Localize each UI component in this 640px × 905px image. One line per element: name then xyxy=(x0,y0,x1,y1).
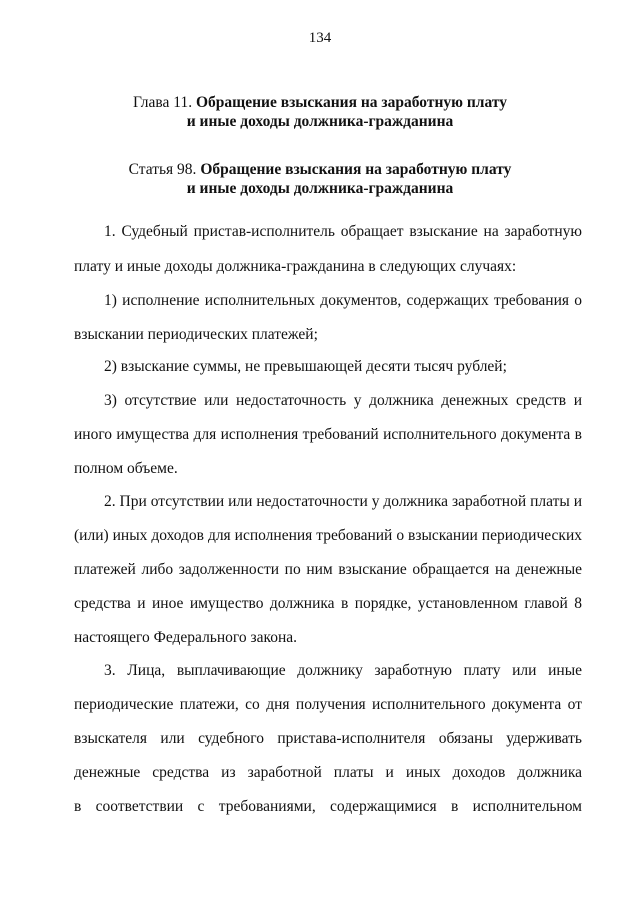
body-line: платежей либо задолженности по ним взыскание обращается на денежные xyxy=(74,561,582,578)
body-line: 2. При отсутствии или недостаточности у должника заработной платы и xyxy=(104,493,582,510)
chapter-number: Глава 11. xyxy=(132,94,193,111)
article-heading-line-1 xyxy=(60,160,580,179)
body-line: 3. Лица, выплачивающие должнику заработную плату или иные xyxy=(104,662,582,679)
chapter-title-continued: и иные доходы должника-гражданина xyxy=(186,113,454,130)
body-line: настоящего Федерального закона. xyxy=(74,629,298,646)
chapter-heading-line-1 xyxy=(60,93,580,112)
chapter-title: Обращение взыскания на заработную плату xyxy=(195,94,508,111)
body-line: иного имущества для исполнения требований исполнительного документа в xyxy=(74,426,582,443)
body-line: (или) иных доходов для исполнения требований о взыскании периодических xyxy=(74,527,582,544)
body-line: 3) отсутствие или недостаточность у должника денежных средств и xyxy=(104,392,582,409)
body-line: взыскателя или судебного пристава-исполнителя обязаны удерживать xyxy=(74,730,582,747)
chapter-heading xyxy=(60,93,580,131)
article-heading xyxy=(60,160,580,198)
body-line: периодические платежи, со дня получения исполнительного документа от xyxy=(74,696,582,713)
body-line: 2) взыскание суммы, не превышающей десяти тысяч рублей; xyxy=(104,358,507,375)
body-line: средства и иное имущество должника в порядке, установленном главой 8 xyxy=(74,595,582,612)
article-title: Обращение взыскания на заработную плату xyxy=(200,161,512,178)
body-line: взыскании периодических платежей; xyxy=(74,326,318,343)
body-line: 1) исполнение исполнительных документов, содержащих требования о xyxy=(104,292,582,309)
page-number: 134 xyxy=(308,30,332,46)
body-line: 1. Судебный пристав-исполнитель обращает взыскание на заработную xyxy=(104,223,582,240)
body-line: в соответствии с требованиями, содержащимися в исполнительном xyxy=(74,798,582,815)
body-line: плату и иные доходы должника-гражданина в следующих случаях: xyxy=(74,258,517,275)
article-number: Статья 98. xyxy=(128,161,197,178)
body-line: денежные средства из заработной платы и иных доходов должника xyxy=(74,764,582,781)
body-line: полном объеме. xyxy=(74,460,178,477)
article-title-continued: и иные доходы должника-гражданина xyxy=(186,180,454,197)
